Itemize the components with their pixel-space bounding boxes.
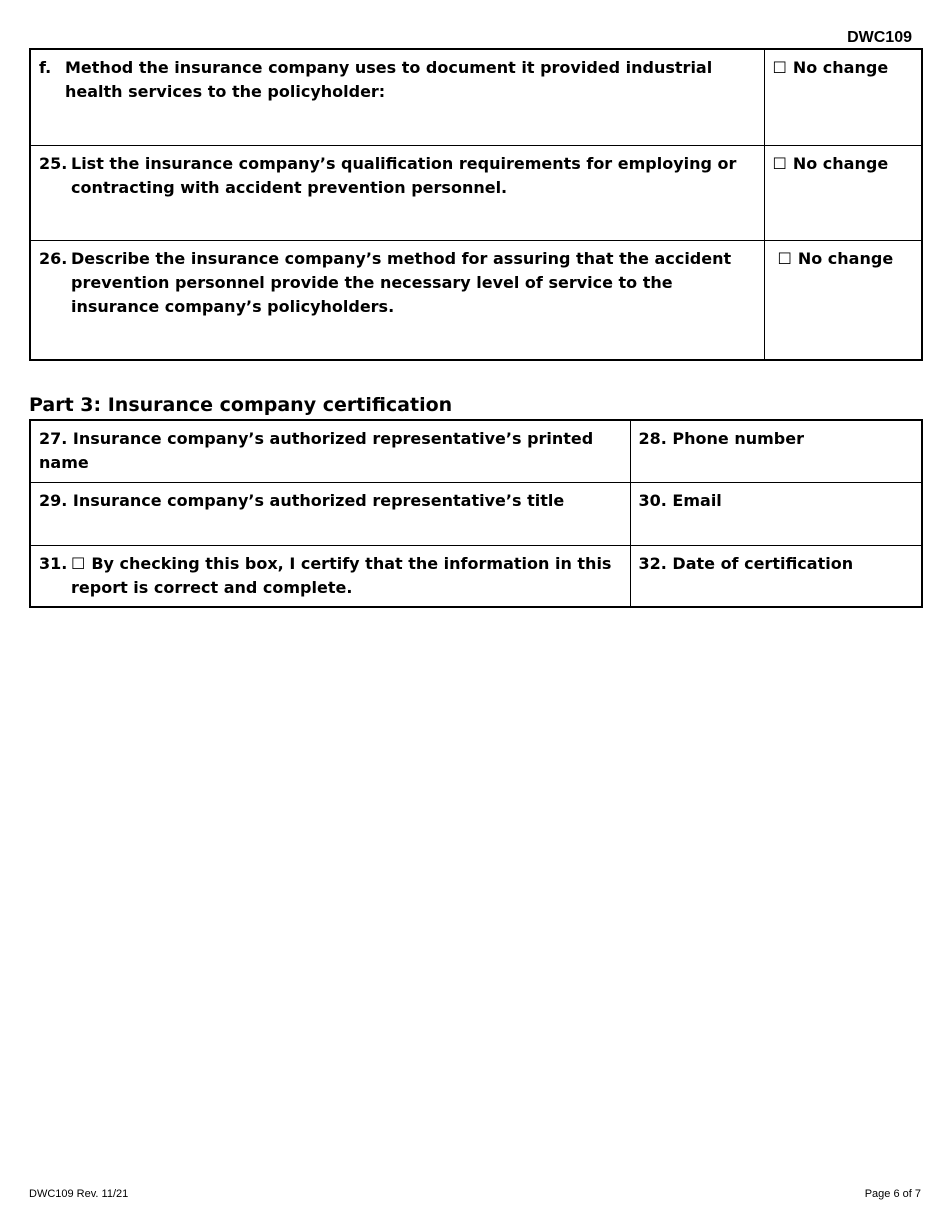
rep-name-field[interactable]: 27. Insurance company’s authorized representative’s printed name xyxy=(30,420,630,482)
email-field[interactable]: 30. Email xyxy=(630,482,922,545)
no-change-25[interactable] xyxy=(764,145,922,240)
no-change-label: No change xyxy=(792,58,889,77)
table-row-25 xyxy=(30,145,922,240)
question-25-cell[interactable] xyxy=(30,145,764,240)
question-26-text: Describe the insurance company’s method for assuring that the accident prevention personnel provide the necessary level of service to the insurance company’s policyholders. xyxy=(71,248,732,316)
certify-cell xyxy=(30,545,630,607)
question-25-number: 25. xyxy=(39,153,68,173)
rep-title-field[interactable]: 29. Insurance company’s authorized representative’s title xyxy=(30,482,630,545)
part2-table xyxy=(29,48,923,361)
no-change-label: No change xyxy=(797,248,894,268)
question-25-text: List the insurance company’s qualification requirements for employing or contracting with accident prevention personnel. xyxy=(71,153,737,197)
certify-checkbox-icon[interactable]: ☐ xyxy=(71,553,86,573)
part3-table xyxy=(29,419,923,608)
table-row-f xyxy=(30,49,922,145)
table-row-26 xyxy=(30,240,922,360)
table-row-31-32 xyxy=(30,545,922,607)
question-f-text: Method the insurance company uses to document it provided industrial health services to the policyholder: xyxy=(65,58,713,101)
footer-revision: DWC109 Rev. 11/21 xyxy=(29,1188,129,1200)
question-31-number: 31. xyxy=(39,553,68,573)
part3-heading: Part 3: Insurance company certification xyxy=(29,394,453,416)
checkbox-icon[interactable]: ☐ xyxy=(772,153,787,173)
table-row-29-30 xyxy=(30,482,922,545)
question-26-number: 26. xyxy=(39,248,68,268)
checkbox-icon[interactable]: ☐ xyxy=(777,248,792,268)
table-row-27-28 xyxy=(30,420,922,482)
phone-field[interactable]: 28. Phone number xyxy=(630,420,922,482)
question-f-cell[interactable] xyxy=(30,49,764,145)
certification-date-field[interactable]: 32. Date of certification xyxy=(630,545,922,607)
certify-statement: By checking this box, I certify that the information in this report is correct and complete. xyxy=(71,553,612,597)
no-change-26[interactable] xyxy=(764,240,922,360)
no-change-label: No change xyxy=(792,153,889,173)
form-id: DWC109 xyxy=(847,29,912,46)
question-31-text xyxy=(71,552,622,600)
checkbox-icon[interactable]: ☐ xyxy=(772,58,787,77)
no-change-f[interactable] xyxy=(764,49,922,145)
question-f-number: f. xyxy=(39,58,52,77)
footer-page-number: Page 6 of 7 xyxy=(864,1188,921,1200)
question-26-cell[interactable] xyxy=(30,240,764,360)
